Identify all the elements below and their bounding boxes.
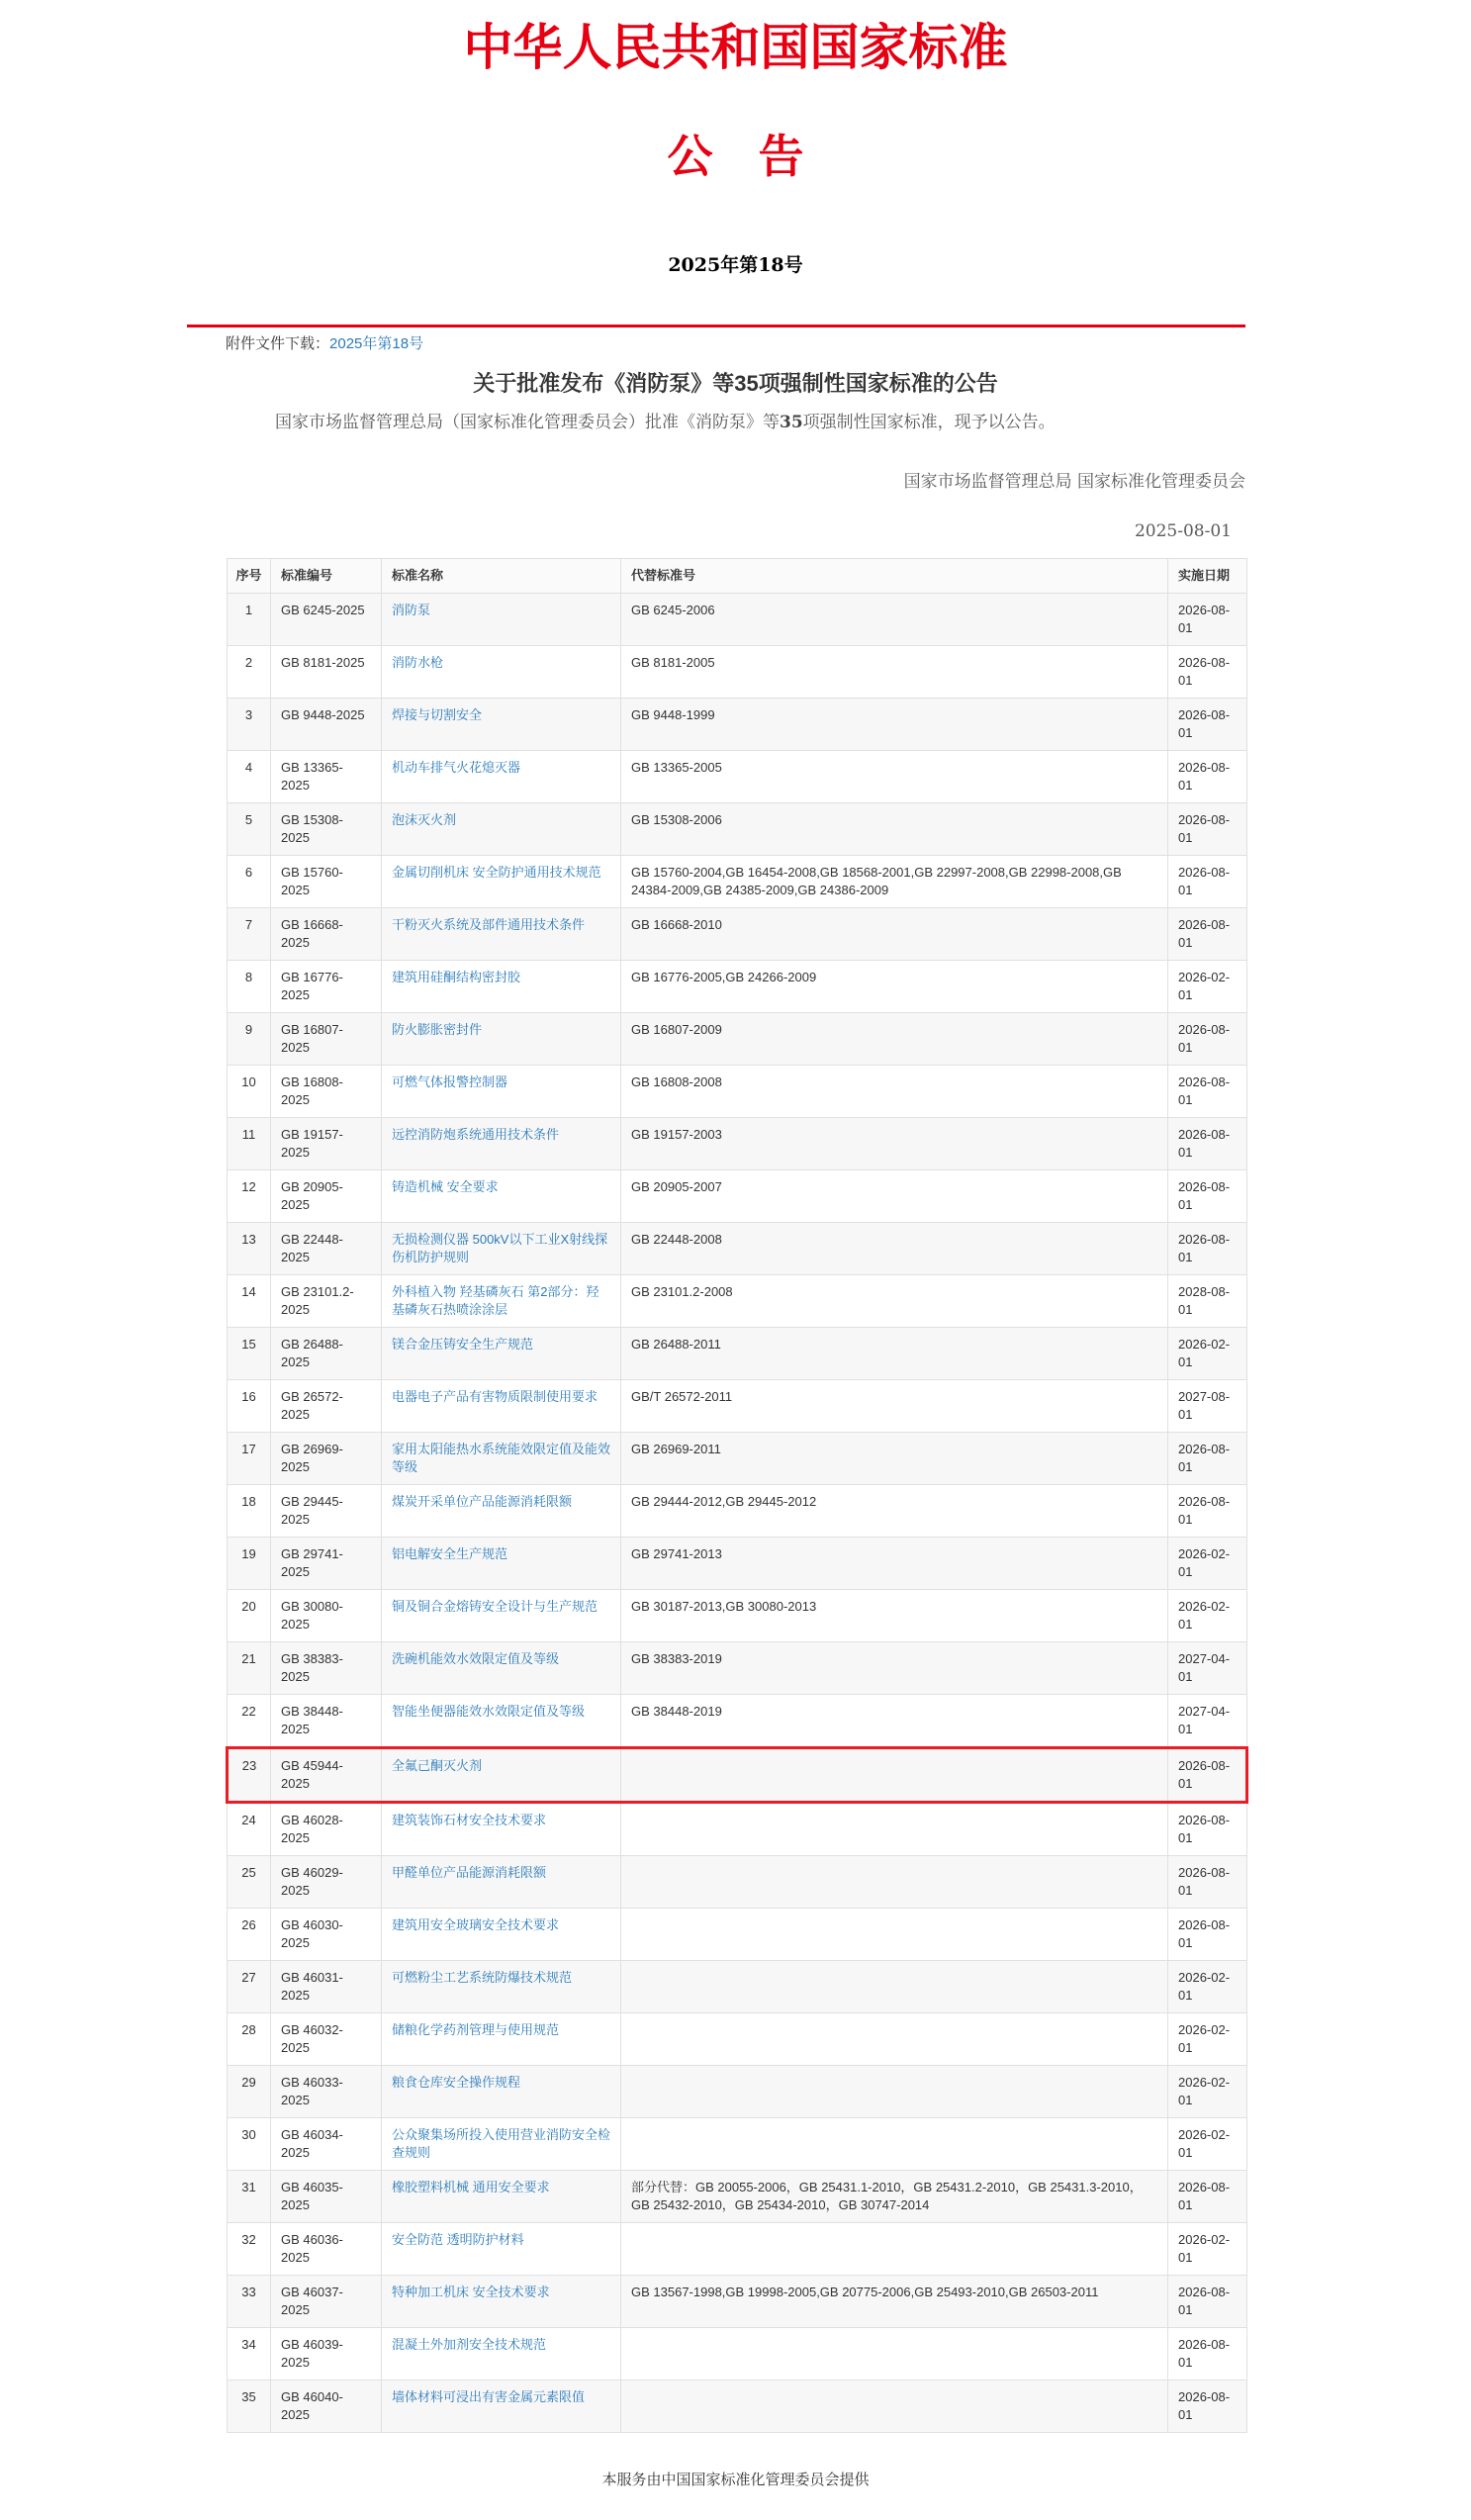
cell-standard-name: [382, 2066, 621, 2118]
cell-index: 33: [228, 2276, 271, 2328]
cell-standard-name: [382, 1170, 621, 1223]
table-row: [228, 2171, 1247, 2223]
masthead: [226, 0, 1245, 277]
standard-name-link[interactable]: 机动车排气火花熄灭器: [392, 760, 521, 775]
cell-standard-code: GB 20905-2025: [271, 1170, 382, 1223]
standard-name-link[interactable]: 铜及铜合金熔铸安全设计与生产规范: [392, 1599, 598, 1614]
cell-index: 17: [228, 1433, 271, 1485]
cell-replaced-codes: GB 8181-2005: [621, 646, 1168, 699]
cell-implementation-date: 2026-08-01: [1168, 2380, 1247, 2433]
cell-replaced-codes: GB 13365-2005: [621, 751, 1168, 803]
cell-index: 21: [228, 1642, 271, 1695]
cell-standard-name: [382, 699, 621, 751]
standards-table-body: [228, 594, 1247, 2433]
standard-name-link[interactable]: 铝电解安全生产规范: [392, 1546, 508, 1561]
cell-implementation-date: 2026-08-01: [1168, 1748, 1247, 1803]
cell-standard-name: [382, 1485, 621, 1538]
cell-replaced-codes: GB 16808-2008: [621, 1066, 1168, 1118]
table-row: [228, 1642, 1247, 1695]
cell-standard-name: [382, 2380, 621, 2433]
attachment-row: [226, 327, 1245, 354]
cell-implementation-date: 2026-02-01: [1168, 1328, 1247, 1380]
cell-standard-name: [382, 1856, 621, 1909]
cell-index: 19: [228, 1538, 271, 1590]
col-header-name: 标准名称: [382, 559, 621, 594]
cell-standard-code: GB 16776-2025: [271, 961, 382, 1013]
cell-implementation-date: 2026-08-01: [1168, 1909, 1247, 1961]
table-row: [228, 699, 1247, 751]
cell-replaced-codes: GB 15760-2004,GB 16454-2008,GB 18568-2001,GB 22997-2008,GB 22998-2008,GB 24384-2009,GB 24385-2009,GB 24386-2009: [621, 856, 1168, 908]
cell-standard-code: GB 46028-2025: [271, 1803, 382, 1856]
standard-name-link[interactable]: 智能坐便器能效水效限定值及等级: [392, 1704, 586, 1719]
cell-standard-name: [382, 1066, 621, 1118]
cell-replaced-codes: 部分代替：GB 20055-2006，GB 25431.1-2010，GB 25431.2-2010，GB 25431.3-2010，GB 25432-2010，GB 25434-2010，GB 30747-2014: [621, 2171, 1168, 2223]
cell-index: 28: [228, 2013, 271, 2066]
cell-replaced-codes: GB/T 26572-2011: [621, 1380, 1168, 1433]
table-row: [228, 1328, 1247, 1380]
cell-standard-code: GB 46029-2025: [271, 1856, 382, 1909]
cell-standard-name: [382, 1803, 621, 1856]
cell-replaced-codes: [621, 2380, 1168, 2433]
cell-replaced-codes: GB 19157-2003: [621, 1118, 1168, 1170]
cell-standard-code: GB 6245-2025: [271, 594, 382, 646]
cell-replaced-codes: GB 38448-2019: [621, 1695, 1168, 1748]
site-footer: 本服务由中国国家标准化管理委员会提供: [601, 2472, 870, 2488]
standards-table: [226, 558, 1248, 2433]
cell-standard-code: GB 29741-2025: [271, 1538, 382, 1590]
cell-index: 30: [228, 2118, 271, 2171]
cell-index: 20: [228, 1590, 271, 1642]
cell-standard-name: [382, 594, 621, 646]
cell-standard-code: GB 46030-2025: [271, 1909, 382, 1961]
cell-standard-code: GB 38383-2025: [271, 1642, 382, 1695]
cell-standard-code: GB 15760-2025: [271, 856, 382, 908]
cell-replaced-codes: GB 23101.2-2008: [621, 1275, 1168, 1328]
standard-name-link[interactable]: 镁合金压铸安全生产规范: [392, 1337, 534, 1352]
standard-name-link[interactable]: 全氟己酮灭火剂: [392, 1758, 483, 1773]
cell-replaced-codes: GB 16668-2010: [621, 908, 1168, 961]
cell-standard-name: [382, 856, 621, 908]
standard-name-link[interactable]: 建筑装饰石材安全技术要求: [392, 1813, 547, 1827]
cell-implementation-date: 2026-02-01: [1168, 1538, 1247, 1590]
standard-name-link[interactable]: 铸造机械 安全要求: [392, 1179, 499, 1194]
masthead-title: 中华人民共和国国家标准: [463, 18, 1008, 76]
standard-name-link[interactable]: 建筑用硅酮结构密封胶: [392, 970, 521, 984]
standard-name-link[interactable]: 橡胶塑料机械 通用安全要求: [392, 2180, 550, 2194]
cell-standard-name: [382, 1223, 621, 1275]
cell-implementation-date: 2026-08-01: [1168, 1118, 1247, 1170]
cell-index: 9: [228, 1013, 271, 1066]
cell-implementation-date: 2026-08-01: [1168, 699, 1247, 751]
cell-standard-code: GB 46039-2025: [271, 2328, 382, 2380]
cell-replaced-codes: GB 16776-2005,GB 24266-2009: [621, 961, 1168, 1013]
cell-implementation-date: 2026-02-01: [1168, 1961, 1247, 2013]
cell-index: 26: [228, 1909, 271, 1961]
standard-name-link[interactable]: 远控消防炮系统通用技术条件: [392, 1127, 560, 1142]
table-row: [228, 2380, 1247, 2433]
table-row: [228, 803, 1247, 856]
cell-standard-code: GB 16807-2025: [271, 1013, 382, 1066]
table-row: [228, 908, 1247, 961]
cell-standard-name: [382, 803, 621, 856]
col-header-index: 序号: [228, 559, 271, 594]
cell-standard-name: [382, 1433, 621, 1485]
cell-standard-code: GB 46036-2025: [271, 2223, 382, 2276]
cell-standard-code: GB 46032-2025: [271, 2013, 382, 2066]
cell-replaced-codes: GB 15308-2006: [621, 803, 1168, 856]
cell-replaced-codes: [621, 2013, 1168, 2066]
cell-replaced-codes: [621, 2066, 1168, 2118]
cell-index: 31: [228, 2171, 271, 2223]
cell-standard-name: [382, 1909, 621, 1961]
table-row: [228, 1275, 1247, 1328]
standard-name-link[interactable]: 消防水枪: [392, 655, 444, 670]
standard-name-link[interactable]: 公众聚集场所投入使用营业消防安全检查规则: [392, 2127, 611, 2160]
masthead-subtitle: 公 告: [667, 130, 804, 183]
cell-replaced-codes: [621, 1803, 1168, 1856]
cell-replaced-codes: GB 9448-1999: [621, 699, 1168, 751]
table-row: [228, 1223, 1247, 1275]
cell-index: 14: [228, 1275, 271, 1328]
table-row: [228, 1066, 1247, 1118]
standard-name-link[interactable]: 混凝土外加剂安全技术规范: [392, 2337, 547, 2352]
cell-implementation-date: 2028-08-01: [1168, 1275, 1247, 1328]
cell-index: 7: [228, 908, 271, 961]
table-row: [228, 1485, 1247, 1538]
table-row: [228, 2276, 1247, 2328]
cell-index: 27: [228, 1961, 271, 2013]
cell-index: 24: [228, 1803, 271, 1856]
cell-standard-name: [382, 2013, 621, 2066]
cell-index: 23: [228, 1748, 271, 1803]
cell-replaced-codes: GB 20905-2007: [621, 1170, 1168, 1223]
cell-standard-code: GB 29445-2025: [271, 1485, 382, 1538]
cell-replaced-codes: GB 22448-2008: [621, 1223, 1168, 1275]
standard-name-link[interactable]: 洗碗机能效水效限定值及等级: [392, 1651, 560, 1666]
table-row: [228, 1380, 1247, 1433]
cell-index: 34: [228, 2328, 271, 2380]
standard-name-link[interactable]: 外科植入物 羟基磷灰石 第2部分：羟基磷灰石热喷涂涂层: [392, 1284, 599, 1317]
cell-index: 25: [228, 1856, 271, 1909]
standard-name-link[interactable]: 粮食仓库安全操作规程: [392, 2075, 521, 2090]
cell-implementation-date: 2026-02-01: [1168, 2013, 1247, 2066]
cell-implementation-date: 2026-08-01: [1168, 2276, 1247, 2328]
standard-name-link[interactable]: 防火膨胀密封件: [392, 1022, 483, 1037]
table-row: [228, 646, 1247, 699]
cell-index: 12: [228, 1170, 271, 1223]
cell-index: 4: [228, 751, 271, 803]
cell-standard-name: [382, 1695, 621, 1748]
cell-replaced-codes: [621, 1909, 1168, 1961]
cell-standard-name: [382, 1380, 621, 1433]
cell-implementation-date: 2026-08-01: [1168, 1013, 1247, 1066]
standard-name-link[interactable]: 焊接与切割安全: [392, 707, 483, 722]
cell-standard-name: [382, 1642, 621, 1695]
cell-implementation-date: 2026-08-01: [1168, 2328, 1247, 2380]
cell-standard-code: GB 16808-2025: [271, 1066, 382, 1118]
cell-implementation-date: 2026-02-01: [1168, 2118, 1247, 2171]
cell-standard-name: [382, 1275, 621, 1328]
cell-standard-name: [382, 1961, 621, 2013]
cell-index: 22: [228, 1695, 271, 1748]
attachment-label: 附件文件下载：: [226, 335, 330, 352]
announcement-body-post: 项强制性国家标准，现予以公告。: [802, 413, 1056, 432]
cell-implementation-date: 2026-08-01: [1168, 1856, 1247, 1909]
standard-name-link[interactable]: 金属切削机床 安全防护通用技术规范: [392, 865, 601, 880]
table-row: [228, 2013, 1247, 2066]
announcement-body: [226, 410, 1245, 435]
cell-index: 1: [228, 594, 271, 646]
table-row: [228, 1909, 1247, 1961]
standard-name-link[interactable]: 安全防范 透明防护材料: [392, 2232, 524, 2247]
cell-implementation-date: 2027-04-01: [1168, 1695, 1247, 1748]
cell-replaced-codes: GB 6245-2006: [621, 594, 1168, 646]
cell-standard-name: [382, 2118, 621, 2171]
cell-replaced-codes: GB 29444-2012,GB 29445-2012: [621, 1485, 1168, 1538]
announcement-body-pre: 国家市场监督管理总局（国家标准化管理委员会）批准《消防泵》等: [275, 413, 780, 432]
cell-standard-name: [382, 2171, 621, 2223]
standard-name-link[interactable]: 可燃粉尘工艺系统防爆技术规范: [392, 1970, 573, 1985]
standard-name-link[interactable]: 特种加工机床 安全技术要求: [392, 2285, 550, 2299]
cell-standard-code: GB 19157-2025: [271, 1118, 382, 1170]
cell-standard-name: [382, 2276, 621, 2328]
cell-standard-name: [382, 646, 621, 699]
cell-replaced-codes: [621, 1748, 1168, 1803]
table-row: [228, 2223, 1247, 2276]
attachment-download-link[interactable]: 2025年第18号: [329, 335, 424, 352]
issue-number: 2025年第18号: [668, 254, 803, 276]
cell-standard-code: GB 9448-2025: [271, 699, 382, 751]
cell-standard-code: GB 26488-2025: [271, 1328, 382, 1380]
standard-name-link[interactable]: 电器电子产品有害物质限制使用要求: [392, 1389, 598, 1404]
cell-implementation-date: 2026-08-01: [1168, 1803, 1247, 1856]
cell-replaced-codes: [621, 2328, 1168, 2380]
cell-standard-name: [382, 1538, 621, 1590]
announcement-title: 关于批准发布《消防泵》等35项强制性国家标准的公告: [473, 371, 998, 396]
cell-index: 10: [228, 1066, 271, 1118]
cell-replaced-codes: [621, 2118, 1168, 2171]
table-row: [228, 1961, 1247, 2013]
standard-name-link[interactable]: 煤炭开采单位产品能源消耗限额: [392, 1494, 573, 1509]
standard-name-link[interactable]: 储粮化学药剂管理与使用规范: [392, 2022, 560, 2037]
cell-standard-code: GB 30080-2025: [271, 1590, 382, 1642]
cell-replaced-codes: [621, 2223, 1168, 2276]
table-row: [228, 856, 1247, 908]
cell-standard-code: GB 26572-2025: [271, 1380, 382, 1433]
cell-standard-code: GB 46033-2025: [271, 2066, 382, 2118]
table-row: [228, 1590, 1247, 1642]
content-wrapper: [187, 0, 1245, 2520]
standard-name-link[interactable]: 墙体材料可浸出有害金属元素限值: [392, 2389, 586, 2404]
standard-name-link[interactable]: 泡沫灭火剂: [392, 812, 457, 827]
cell-implementation-date: 2026-02-01: [1168, 2223, 1247, 2276]
cell-implementation-date: 2026-08-01: [1168, 1170, 1247, 1223]
cell-index: 13: [228, 1223, 271, 1275]
table-row: [228, 751, 1247, 803]
cell-standard-code: GB 23101.2-2025: [271, 1275, 382, 1328]
cell-replaced-codes: GB 30187-2013,GB 30080-2013: [621, 1590, 1168, 1642]
standard-name-link[interactable]: 可燃气体报警控制器: [392, 1074, 508, 1089]
table-row: [228, 2328, 1247, 2380]
cell-standard-code: GB 46037-2025: [271, 2276, 382, 2328]
cell-replaced-codes: [621, 1856, 1168, 1909]
cell-replaced-codes: GB 29741-2013: [621, 1538, 1168, 1590]
cell-replaced-codes: GB 26969-2011: [621, 1433, 1168, 1485]
cell-index: 11: [228, 1118, 271, 1170]
cell-index: 8: [228, 961, 271, 1013]
table-row: [228, 1013, 1247, 1066]
cell-implementation-date: 2026-08-01: [1168, 646, 1247, 699]
cell-implementation-date: 2026-08-01: [1168, 751, 1247, 803]
col-header-replaces: 代替标准号: [621, 559, 1168, 594]
table-row: [228, 1803, 1247, 1856]
cell-standard-code: GB 46035-2025: [271, 2171, 382, 2223]
cell-index: 16: [228, 1380, 271, 1433]
cell-implementation-date: 2027-04-01: [1168, 1642, 1247, 1695]
cell-implementation-date: 2026-08-01: [1168, 908, 1247, 961]
table-row: [228, 1856, 1247, 1909]
cell-standard-code: GB 46040-2025: [271, 2380, 382, 2433]
cell-standard-name: [382, 961, 621, 1013]
cell-standard-name: [382, 1590, 621, 1642]
cell-index: 18: [228, 1485, 271, 1538]
col-header-code: 标准编号: [271, 559, 382, 594]
cell-index: 32: [228, 2223, 271, 2276]
cell-index: 2: [228, 646, 271, 699]
cell-replaced-codes: [621, 1961, 1168, 2013]
cell-standard-code: GB 13365-2025: [271, 751, 382, 803]
cell-implementation-date: 2026-08-01: [1168, 1485, 1247, 1538]
cell-implementation-date: 2026-02-01: [1168, 1590, 1247, 1642]
cell-replaced-codes: GB 38383-2019: [621, 1642, 1168, 1695]
cell-implementation-date: 2026-08-01: [1168, 1066, 1247, 1118]
table-header-row: [228, 559, 1247, 594]
cell-implementation-date: 2026-08-01: [1168, 803, 1247, 856]
cell-standard-name: [382, 2223, 621, 2276]
cell-standard-name: [382, 1328, 621, 1380]
cell-standard-name: [382, 2328, 621, 2380]
cell-standard-code: GB 45944-2025: [271, 1748, 382, 1803]
table-row: [228, 2066, 1247, 2118]
standard-name-link[interactable]: 家用太阳能热水系统能效限定值及能效等级: [392, 1442, 611, 1474]
cell-standard-code: GB 38448-2025: [271, 1695, 382, 1748]
cell-standard-code: GB 22448-2025: [271, 1223, 382, 1275]
cell-standard-code: GB 26969-2025: [271, 1433, 382, 1485]
cell-standard-code: GB 15308-2025: [271, 803, 382, 856]
table-row: [228, 1695, 1247, 1748]
standard-name-link[interactable]: 建筑用安全玻璃安全技术要求: [392, 1917, 560, 1932]
standard-name-link[interactable]: 干粉灭火系统及部件通用技术条件: [392, 917, 586, 932]
cell-standard-code: GB 46031-2025: [271, 1961, 382, 2013]
standard-name-link[interactable]: 消防泵: [392, 603, 431, 617]
announcement-date: 2025-08-01: [1134, 521, 1232, 541]
cell-implementation-date: 2027-08-01: [1168, 1380, 1247, 1433]
table-row: [228, 1748, 1247, 1803]
cell-replaced-codes: GB 13567-1998,GB 19998-2005,GB 20775-2006,GB 25493-2010,GB 26503-2011: [621, 2276, 1168, 2328]
cell-standard-code: GB 8181-2025: [271, 646, 382, 699]
cell-implementation-date: 2026-08-01: [1168, 1223, 1247, 1275]
cell-standard-name: [382, 1118, 621, 1170]
cell-index: 35: [228, 2380, 271, 2433]
table-row: [228, 1538, 1247, 1590]
cell-standard-name: [382, 751, 621, 803]
cell-implementation-date: 2026-08-01: [1168, 1433, 1247, 1485]
cell-standard-code: GB 46034-2025: [271, 2118, 382, 2171]
cell-standard-name: [382, 1748, 621, 1803]
cell-standard-code: GB 16668-2025: [271, 908, 382, 961]
cell-replaced-codes: GB 26488-2011: [621, 1328, 1168, 1380]
cell-index: 29: [228, 2066, 271, 2118]
table-row: [228, 2118, 1247, 2171]
cell-index: 15: [228, 1328, 271, 1380]
cell-implementation-date: 2026-02-01: [1168, 961, 1247, 1013]
table-row: [228, 1118, 1247, 1170]
standard-name-link[interactable]: 无损检测仪器 500kV以下工业X射线探伤机防护规则: [392, 1232, 608, 1264]
announcement-section: [226, 370, 1245, 2520]
cell-standard-name: [382, 1013, 621, 1066]
cell-standard-name: [382, 908, 621, 961]
cell-replaced-codes: GB 16807-2009: [621, 1013, 1168, 1066]
table-row: [228, 594, 1247, 646]
col-header-date: 实施日期: [1168, 559, 1247, 594]
cell-index: 5: [228, 803, 271, 856]
announcement-signature: 国家市场监督管理总局 国家标准化管理委员会: [903, 472, 1245, 492]
cell-implementation-date: 2026-08-01: [1168, 856, 1247, 908]
table-row: [228, 1433, 1247, 1485]
cell-index: 6: [228, 856, 271, 908]
table-row: [228, 961, 1247, 1013]
cell-implementation-date: 2026-02-01: [1168, 2066, 1247, 2118]
cell-index: 3: [228, 699, 271, 751]
announcement-body-count: 35: [780, 413, 803, 432]
table-row: [228, 1170, 1247, 1223]
standard-name-link[interactable]: 甲醛单位产品能源消耗限额: [392, 1865, 547, 1880]
cell-implementation-date: 2026-08-01: [1168, 2171, 1247, 2223]
cell-implementation-date: 2026-08-01: [1168, 594, 1247, 646]
